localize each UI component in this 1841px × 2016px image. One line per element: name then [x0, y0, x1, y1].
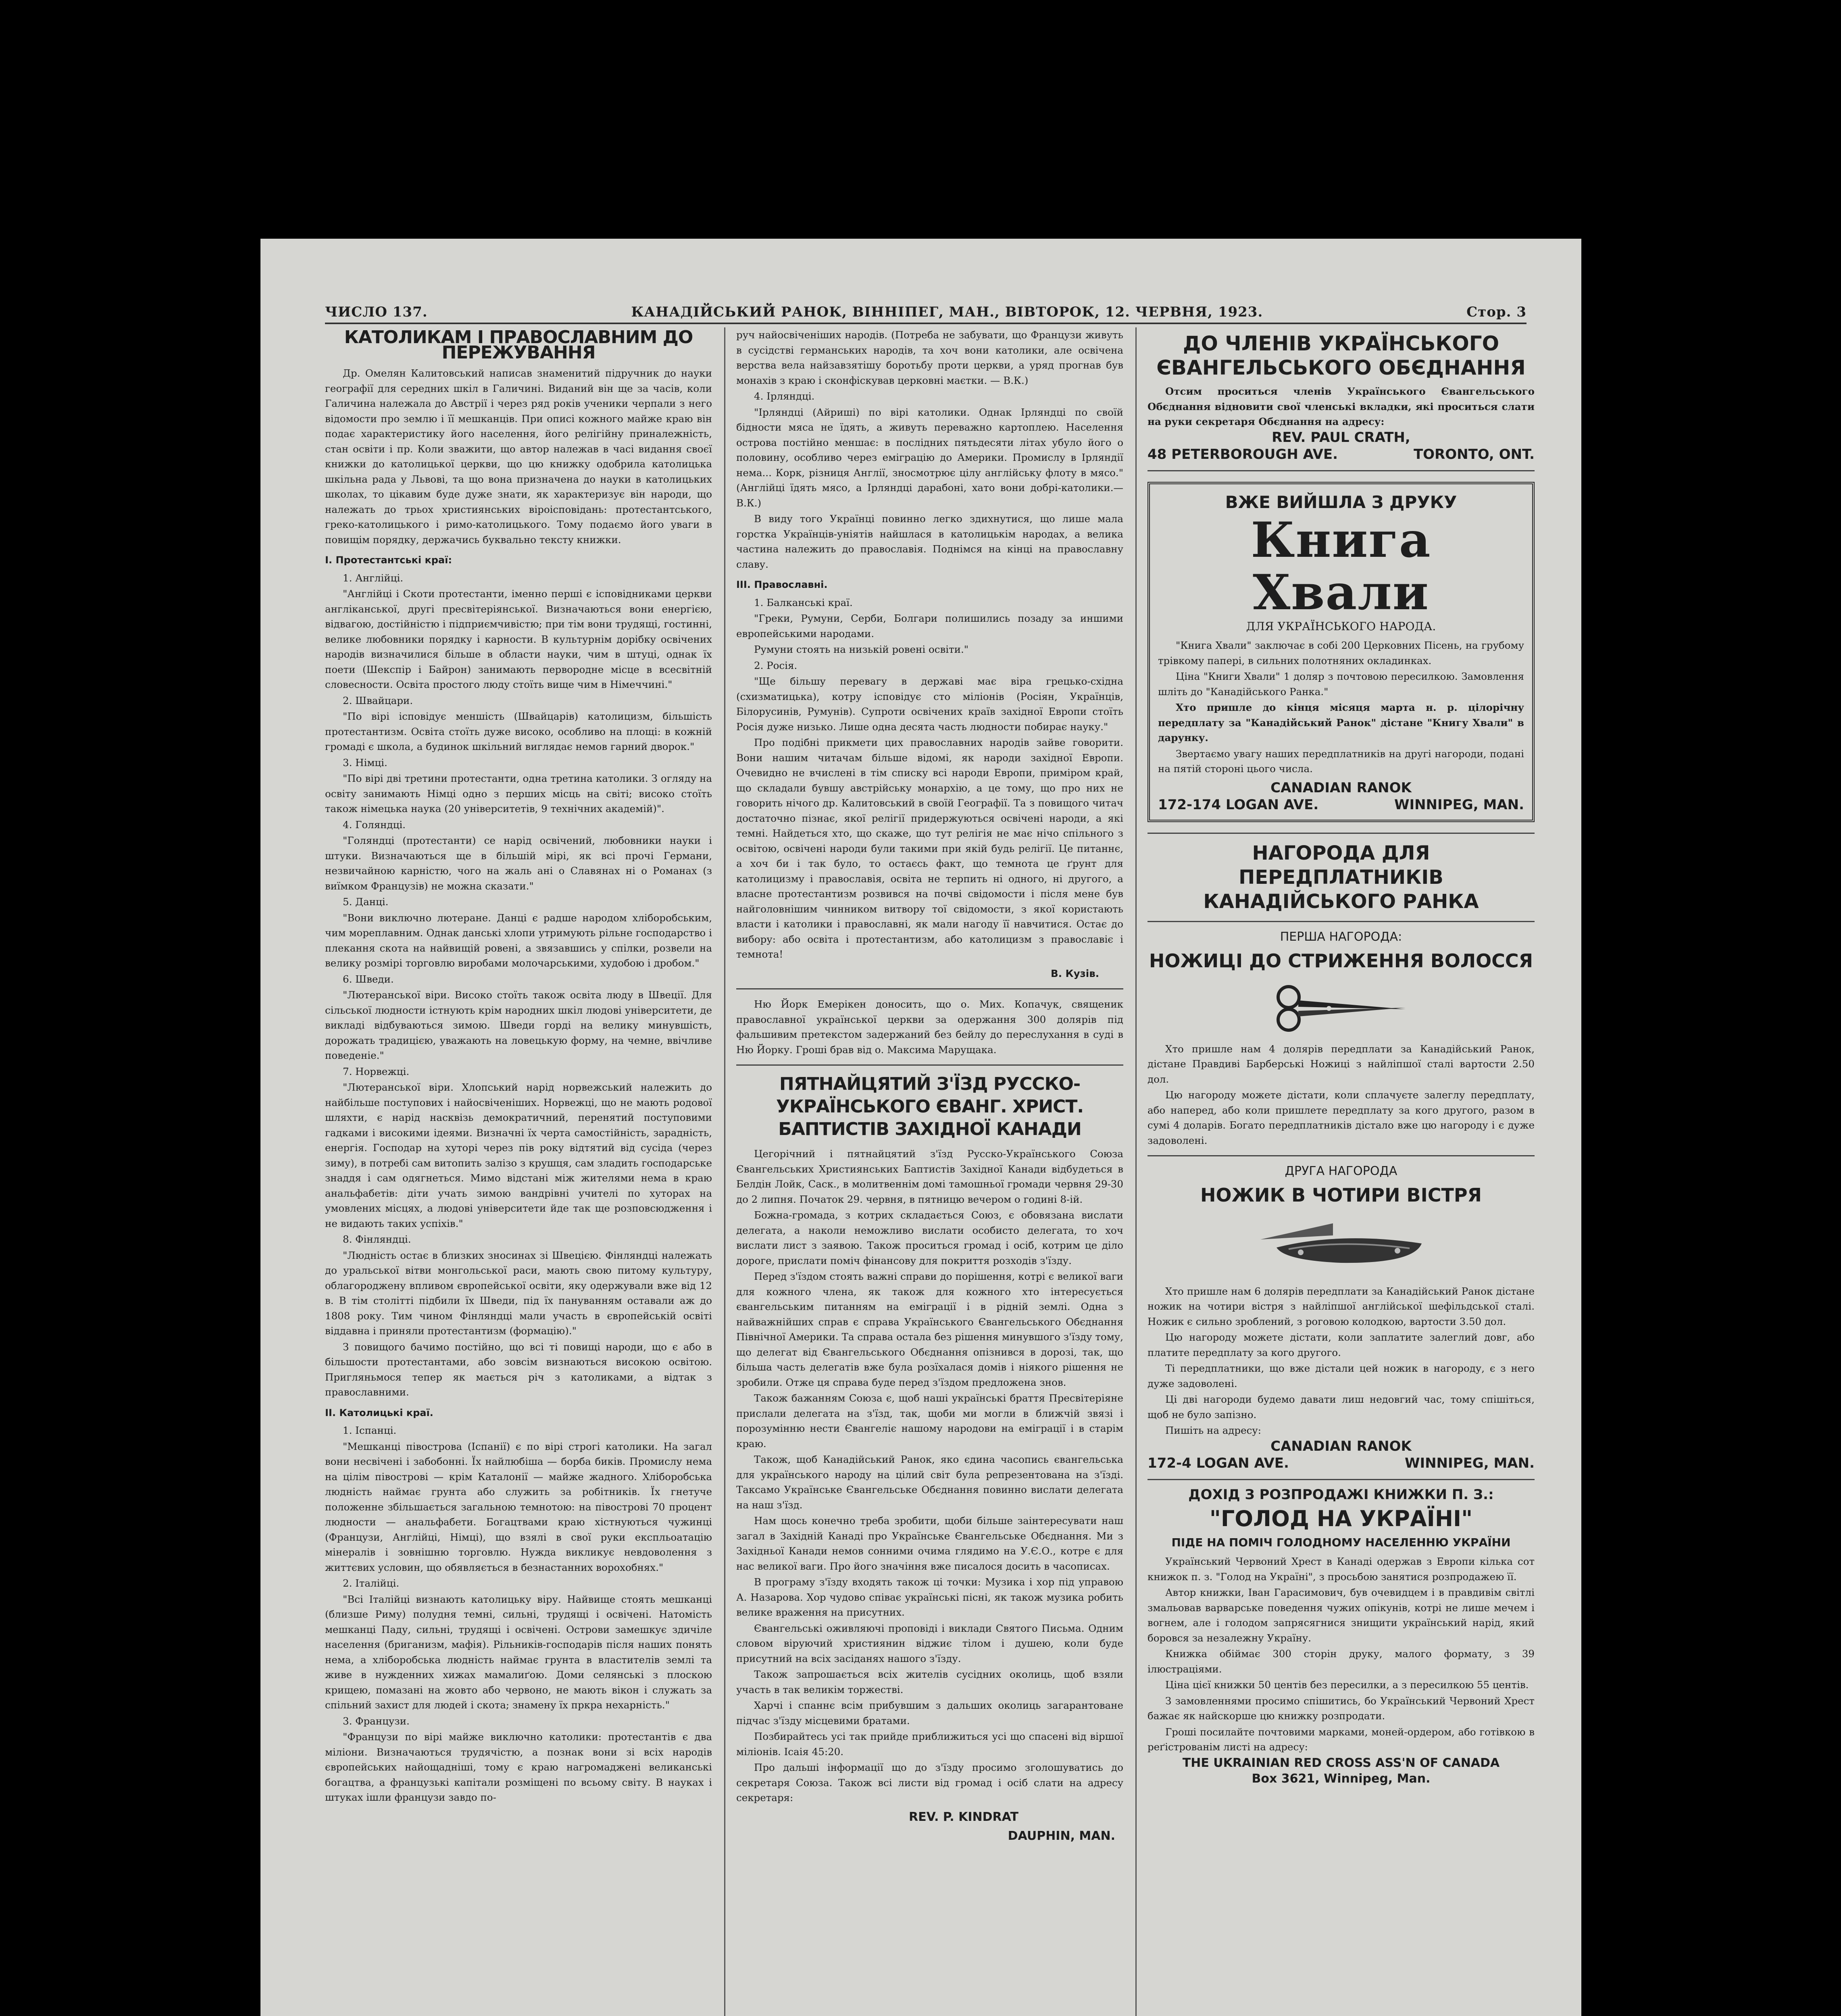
paragraph: Ціна "Книги Хвали" 1 доляр з почтовою пересилкою. Замовлення шліть до "Канадійського Ранка."	[1158, 671, 1524, 698]
paragraph: Пишіть на адресу:	[1165, 1425, 1261, 1436]
section-heading: ІІІ. Православні.	[736, 579, 828, 590]
prize-label: ДРУГА НАГОРОДА	[1285, 1164, 1397, 1178]
paragraph: 4. Голяндці.	[343, 818, 406, 831]
separator	[736, 988, 1123, 989]
publisher-address	[1158, 796, 1524, 813]
city-address: WINNIPEG, MAN.	[1404, 1455, 1535, 1471]
issue-number: ЧИСЛО 137.	[325, 304, 428, 320]
prize-title: НОЖИЦІ ДО СТРИЖЕННЯ ВОЛОССЯ	[1149, 950, 1533, 972]
city-address: TORONTO, ONT.	[1413, 446, 1535, 462]
page-header	[325, 299, 1527, 324]
paragraph: Також, щоб Канадійський Ранок, яко єдина часопись євангельська для українського народу на цілий світ була репрезентована на з'їзді. Таксамо Українське Євангельське Обєднання повинно вислати делегата на наш з'їзд.	[736, 1454, 1123, 1511]
paragraph: З повищого бачимо постійно, що всі ті повищі народи, що є або в більшости протестантами, або зовсім визнаються високою освітою. Пригляньмося тепер як мається річ з католиками, а відтак з православними.	[325, 1341, 712, 1398]
column-1	[325, 327, 712, 2016]
pocket-knife-icon	[1252, 1215, 1430, 1276]
paragraph: 5. Данці.	[343, 896, 389, 908]
paragraph: 1. Іспанці.	[343, 1425, 397, 1436]
paragraph: 8. Фінляндці.	[343, 1233, 411, 1245]
paragraph: 1. Балканські краї.	[754, 596, 853, 608]
paragraph: В виду того Українці повинно легко здихнутися, що лише мала горстка Українців-уніятів найшлася в католицькім народах, а велика частина належить до православія. Поднімся на кінці на православну славу.	[736, 513, 1123, 570]
book-subtitle: ДЛЯ УКРАЇНСЬКОГО НАРОДА.	[1246, 619, 1436, 633]
paragraph: "По вірі ісповідує меншість (Швайцарів) католицизм, більшість протестантизм. Освіта стоїть дуже високо, особливо на площі: в кожній громаді є школа, а будинок шкільний виглядає немов гарний дворок."	[325, 710, 712, 752]
prize-label: ПЕРША НАГОРОДА:	[1280, 930, 1402, 944]
paragraph: "Мешканці півострова (Іспанії) є по вірі строгі католики. На загал вони несвічені і забобонні. Їх найлюбіша — борба биків. Промислу нема на цілім півострові — крім Каталонії — майже жадного. Хліборобська людність наймає грунта або служить за робітників. Їх гнетуче положенне збільшається загальною темнотою: на півострові 70 процент людности — анальфабети. Богацтвами краю хістнуються чужинці (Французи, Англійці, Німці), що взялі в свої руки експльоатацію мінералів і зовнішню торговлю. Нужда викликує невдоволення з життєвих условин, що обявляється в безнастанних ворохобнях."	[325, 1440, 712, 1573]
paragraph: Цю нагороду можете дістати, коли заплатите залеглий довг, або платите передплату за кого другого.	[1148, 1331, 1535, 1358]
paragraph: 4. Ірляндці.	[754, 390, 815, 402]
author-signature: В. Кузів.	[1051, 967, 1099, 979]
separator	[1148, 470, 1535, 471]
paragraph: "Лютеранської віри. Високо стоїть також освіта люду в Швеції. Для сільської людности істнують крім народних шкіл людові університети, де викладі відбуваються зимою. Шведи горді на велику минувшість, дорожать традицією, уважають на ловецькую форму, на чемне, ввічливе поведеніе."	[325, 989, 712, 1061]
paragraph: Цю нагороду можете дістати, коли сплачуєте залеглу передплату, або наперед, або коли пришлете передплату за кого другого, разом в сумі 4 доларів. Богато передплатників дістало вже цю нагороду і є дуже задоволені.	[1148, 1089, 1535, 1146]
author-address: DAUPHIN, MAN.	[1008, 1829, 1115, 1843]
book-title: Книга Хвали	[1251, 511, 1431, 621]
paragraph: 2. Росія.	[754, 659, 798, 671]
paragraph: Харчі і спаннє всім прибувшим з дальших околиць загарантоване підчас з'їзду місцевими братами.	[736, 1699, 1123, 1727]
paragraph: Також запрошається всіх жителів сусідних околиць, щоб взяли участь в так великім торжестві.	[736, 1668, 1123, 1695]
section-subheading: ПІДЕ НА ПОМІЧ ГОЛОДНОМУ НАСЕЛЕННЮ УКРАЇНИ	[1171, 1535, 1511, 1549]
newspaper-page	[260, 239, 1581, 2016]
masthead: КАНАДІЙСЬКИЙ РАНОК, ВІННІПЕГ, МАН., ВІВТОРОК, 12. ЧЕРВНЯ, 1923.	[631, 304, 1263, 320]
paragraph: "По вірі дві третини протестанти, одна третина католики. З огляду на освіту занимають Німці одно з перших місць на світі; високо стоїть також німецька наука (20 університетів, 9 технічних академій)".	[325, 773, 712, 814]
paragraph: руч найосвіченіших народів. (Потреба не забувати, що Французи живуть в сусідстві германських народів, та хоч вони католики, але освічена верства вела найзавзятішу боротьбу проти церкви, а уряд прогнав був монахів з краю і сконфіскував церковні маєтки. — В.К.)	[736, 329, 1123, 386]
organization-address: Box 3621, Winnipeg, Man.	[1252, 1772, 1431, 1786]
paragraph: 3. Французи.	[343, 1715, 410, 1727]
article-headline: ПЯТНАЙЦЯТИЙ З'ЇЗД РУССКО-УКРАЇНСЬКОГО ЄВАНГ. ХРИСТ. БАПТИСТІВ ЗАХІДНОЇ КАНАДИ	[776, 1074, 1084, 1139]
paragraph: Ню Йорк Емерікен доносить, що о. Мих. Копачук, священик православної української церкви за одержання 300 долярів під фальшивим претекстом задержаний без бейлу до переслухання в суді в Ню Йорку. Гроші брав від о. Максима Марущака.	[736, 998, 1123, 1056]
paragraph: Ці дві нагороди будемо давати лиш недовгий час, тому спішіться, щоб не було запізно.	[1148, 1393, 1535, 1420]
paragraph: Хто пришле нам 6 долярів передплати за Канадійський Ранок дістане ножик на чотири вістря з найліпшої англійської шефільдської сталі. Ножик є сильно зроблений, з роговою колодкою, вартости 3.50 дол.	[1148, 1285, 1535, 1327]
paragraph: Отсим проситься членів Українського Євангельського Обєднання відновити свої членські вкладки, які проситься слати на руки секретаря Обєднання на адресу:	[1148, 385, 1535, 427]
separator	[1148, 833, 1535, 834]
paragraph: Звертаємо увагу наших передплатників на другі нагороди, подані на пятій стороні цього числа.	[1158, 748, 1524, 775]
paragraph: Перед з'їздом стоять важні справи до порішення, котрі є великої ваги для кожного члена, як також для кожного хто інтересується євангельським питанням на еміграції і в рідній землі. Одна з найважнійших справ є справа Українського Євангельського Обєднання Північної Америки. Та справа остала без рішення минувшого з'їзду тому, що делегат від Євангельського Обєднання опізнився в дорозі, так, що більша часть делегатів вже була розїхалася домів і ніякого рішення не зробили. Отже ця справа буде перед з'їздом предложена знов.	[736, 1270, 1123, 1388]
paragraph: Гроші посилайте почтовими марками, моней-ордером, або готівкою в реґістрованім листі на адресу:	[1148, 1726, 1535, 1753]
column-2	[736, 327, 1123, 2016]
section-title: НАГОРОДА ДЛЯ ПЕРЕДПЛАТНИКІВ КАНАДІЙСЬКОГО РАНКА	[1203, 842, 1479, 913]
street-address: 48 PETERBOROUGH AVE.	[1148, 446, 1338, 462]
paragraph: Про дальші інформації що до з'їзду просимо зголошуватись до секретаря Союза. Також всі листи від громад і осіб слати на адресу секретаря:	[736, 1762, 1123, 1804]
book-advertisement	[1148, 482, 1535, 822]
paragraph: "Всі Італійці визнають католицьку віру. Найвище стоять мешканці (близше Риму) полудня темні, сильні, трудящі і освічені. Натомість мешканці Паду, сильні, трудящі і освічені. Острови замешкує здичіле населення (бриганизм, мафія). Рільників-господарів після наших понять нема, а хліборобська людність наймає грунта в властителів землі та живе в нужденних хижах мамалиґою. Доми селянські з плоскою крищею, помазані на жовто або червоно, не мають вікон і служать за спільний захист для людей і скота; знамену їх пркра нехарність."	[325, 1593, 712, 1711]
paragraph: Цегорічний і пятнайцятий з'їзд Русско-Українського Союза Євангельських Християнських Баптистів Західної Канади відбудеться в Белдін Лойк, Саск., в молитвеннім домі тамошньої громади червня 29-30 до 2 липня. Початок 29. червня, в пятницю вечером о годині 8-ій.	[736, 1148, 1123, 1205]
author-signature: REV. P. KINDRAT	[909, 1810, 1018, 1824]
paragraph: Ті передплатники, що вже дістали цей ножик в нагороду, є з него дуже задоволені.	[1148, 1362, 1535, 1389]
paragraph: Про подібні прикмети цих православних народів зайве говорити. Вони нашим читачам більше відомі, як народи західної Европи. Очевидно не вчислені в тім списку всі народи Европи, приміром край, що складали бувшу австрійську монархію, а це тому, що про них не говорить нічого др. Калитовський в своїй Географії. Та з повищого читач достаточно пізнає, якої релігії придержуються освічені народи, а які темні. Найдеться хто, що скаже, що тут релігія не має нічо спільного з освітою, освічені народи були такими при якій будь релігії. Це питаннє, а хоч би і так було, то остаєсь факт, що темнота це ґрунт для католицизму і православія, освіта не терпить ні одного, ні другого, а власне протестантизм розвився на почві свідомости і після мене був найголовнішим чинником витвору тої свідомости, з якої користають власти і католики і православні, як мали нагоду її навчитися. Остає до вибору: або освіта і протестантизм, або католицизм з православіє і темнота!	[736, 737, 1123, 960]
section-heading: І. Протестантські краї:	[325, 554, 452, 566]
street-address: 172-174 LOGAN AVE.	[1158, 797, 1319, 813]
paragraph: "Ще більшу перевагу в державі має віра грецько-східна (схизматицька), котру ісповідує сто міліонів (Росіян, Українців, Білорусинів, Румунів). Супроти освічених країв західної Европи стоїть Росія дуже низько. Лише одна десята часть людности побирає науку."	[736, 675, 1123, 733]
scissors-icon	[1268, 981, 1414, 1033]
publisher-address	[1148, 1455, 1535, 1472]
organization-name: THE UKRAINIAN RED CROSS ASS'N OF CANADA	[1182, 1756, 1500, 1770]
book-title: "ГОЛОД НА УКРАЇНІ"	[1209, 1506, 1473, 1531]
page-number: Стор. 3	[1466, 304, 1527, 320]
paragraph: "Французи по вірі майже виключно католики: протестантів є два міліони. Визначаються трудячістю, а познак вони зі всіх народів європейських найощадніші, тому є краю нагромаджені великанські богацтва, а французькі капітали розміщені по всьому світу. В науках і штуках ішли французи завдо по-	[325, 1731, 712, 1803]
paragraph: 6. Шведи.	[343, 973, 394, 985]
paragraph: Румуни стоять на низькій ровені освіти."	[754, 644, 969, 655]
paragraph: "Лютеранської віри. Хлопський нарід норвежський належить до найбільше поступових і найосвіченіших. Норвежці, що не мають родової шляхти, є нарід насквізь демократичний, перенятий поступовими гадками і високими ідеями. Визначні їх черта самостійність, зарадність, енергія. Господар на хуторі через пів року відтятий від сусіда (через зиму), в потребі сам витопить залізо з крушця, сам зладить господарське знаддя і сам одягнеться. Мимо відстані між жителями нема в краю анальфабетів: діти учать зимою вандрівні учителі по хуторах на умовлених місцях, а людові університети йде так ще розповсюдження і не видають таких успіхів."	[325, 1081, 712, 1229]
paragraph: Позбирайтесь усі так прийде приближиться усі що спасені від віршої міліонів. Ісаія 45:20.	[736, 1731, 1123, 1758]
paragraph: "Англійці і Скоти протестанти, іменно перші є ісповідниками церкви англіканської, другі пресвітеріянської. Визначаються вони енергією, відвагою, достійністю і підприємчивістю; при тім вони трудящі, гостинні, велике любовники порядку і карности. В культурнім дорібку освічених народів визначилися більше в области науки, чим в штуці, однак їх поети (Шекспір і Байрон) занимають первородне місце в всесвітній словесности. Освіта простого люду стоїть вище чим в Німеччині."	[325, 588, 712, 690]
contact-address	[1148, 446, 1535, 463]
city-address: WINNIPEG, MAN.	[1394, 797, 1524, 813]
separator	[1148, 1479, 1535, 1480]
section-title: ДО ЧЛЕНІВ УКРАЇНСЬКОГО ЄВАНГЕЛЬСЬКОГО ОБЄДНАННЯ	[1156, 332, 1526, 379]
section-heading: ДОХІД З РОЗПРОДАЖІ КНИЖКИ П. З.:	[1188, 1487, 1494, 1503]
separator	[1148, 921, 1535, 922]
paragraph: Також бажанням Союза є, щоб наші українські браття Пресвітеріяне прислали делегата на з'їзд, так, щоби ми могли в ближчій звязі і порозумінню нести Євангеліє нашому народови на еміграції і в старім краю.	[736, 1392, 1123, 1450]
paragraph: В програму з'їзду входять також ці точки: Музика і хор під управою А. Назарова. Хор чудово співає українські пісні, як також музика робить велике враження на присутних.	[736, 1576, 1123, 1618]
section-heading: ІІ. Католицькі краї.	[325, 1407, 433, 1418]
separator	[736, 1064, 1123, 1066]
paragraph: "Вони виключно лютеране. Данці є радше народом хліборобським, чим мореплавним. Однак данські хлопи утримують рільне господарство і плекання скота на найвищій ровені, а звязавшись у спілки, розвели на велику розмірі торговлю виробами молочарськими, худобою і дробом."	[325, 912, 712, 969]
paragraph: "Голяндці (протестанти) се нарід освічений, любовники науки і штуки. Визначаються ще в більшій мірі, як всі прочі Германи, незвичайною карністю, чого на жаль ані о Славянах ні о Романах (з виїмком Французів) не можна сказати."	[325, 835, 712, 892]
column-divider	[1135, 327, 1137, 2016]
paragraph: "Книга Хвали" заключає в собі 200 Церковних Пісень, на грубому трівкому папері, в сильних полотняних окладинках.	[1158, 639, 1524, 666]
article-headline: КАТОЛИКАМ І ПРАВОСЛАВНИМ ДО ПЕРЕЖУВАННЯ	[344, 327, 693, 363]
ad-top-line: ВЖЕ ВИЙШЛА З ДРУКУ	[1225, 492, 1457, 512]
paragraph: Ціна цієї книжки 50 центів без пересилки, а з пересилкою 55 центів.	[1165, 1679, 1529, 1691]
paragraph: Український Червоний Хрест в Канаді одержав з Европи кілька сот книжок п. з. "Голод на Україні", з просьбою занятися розпродажею її.	[1148, 1556, 1535, 1583]
publisher-name: CANADIAN RANOK	[1270, 779, 1412, 796]
paragraph: 2. Італійці.	[343, 1577, 400, 1589]
paragraph: Автор книжки, Іван Гарасимович, був очевидцем і в правдивім світлі змальовав варварське поведення чужих опікунів, котрі не лише мечем і вогнем, але і голодом запрясягнися знищити український нарід, який боровся за незалежну Україну.	[1148, 1587, 1535, 1644]
paragraph: "Ірляндці (Айриші) по вірі католики. Однак Ірляндці по своїй бідности мяса не їдять, а живуть переважно картоплею. Населення острова постійно меншає: в послідних пятьдесяти літах убуло його о половину, особливо через еміграцію до Америки. Промислу в Ірляндії нема... Корк, різниця Англії, зносмотрює цілу англійську флоту в мясо." (Англійці їдять мясо, а Ірляндці дарабоні, хато вони добрі-католики.—В.К.)	[736, 406, 1123, 509]
publisher-name: CANADIAN RANOK	[1270, 1438, 1412, 1454]
paragraph: "Людність остає в близких зносинах зі Швецією. Фінляндці належать до уральської вітви монгольської раси, мають свою питому культуру, облагороджену впливом європейської освіти, яку одержували вже від 12 в. В тім столітті підбили їх Шведи, під їх пануванням оставали аж до 1808 року. Тим чином Фінляндці мали участь в європейській освіті віддавна і приняли протестантизм (формацію)."	[325, 1249, 712, 1337]
paragraph: Нам щось конечно треба зробити, щоби більше заінтересувати наш загал в Західній Канаді про Українське Євангельське Обєднання. Ми з Західньої Канади немов сонними очима глядимо на У.Є.О., котре є для нас великої ваги. Про його значіння вже писалося досить в часописах.	[736, 1515, 1123, 1572]
column-divider	[724, 327, 725, 2016]
paragraph: 3. Німці.	[343, 756, 387, 768]
paragraph: 7. Норвежці.	[343, 1065, 410, 1077]
street-address: 172-4 LOGAN AVE.	[1148, 1455, 1289, 1471]
paragraph: Євангельські оживляючі проповіді і виклади Святого Письма. Одним словом віруючий християнин віджиє тілом і душею, коли буде присутний на всіх засіданях нашого з'їзду.	[736, 1622, 1123, 1664]
paragraph: "Греки, Румуни, Серби, Болгари полишились позаду за иншими европейськими народами.	[736, 612, 1123, 639]
column-3	[1148, 327, 1535, 2016]
paragraph: Хто пришле до кінця місяця марта н. р. цілорічну передплату за "Канадійський Ранок" дістане "Книгу Хвали" в дарунку.	[1158, 702, 1524, 744]
paragraph: Др. Омелян Калитовський написав знаменитий підручник до науки географії для середних шкіл в Галичині. Виданий він ще за часів, коли Галичина належала до Австрії і через ряд років ученики черпали з него відомости про землю і її мешканців. При описі кожного майже краю він подає характеристику його населення, його релігійну приналежність, стан освіти і пр. Коли зважити, що автор належав в часі видання своєї книжки до католицької церкви, що цю книжку одобрила католицька шкільна рада у Львові, та що вона призначена до науки в католицьких школах, то цікавим буде дуже знати, як характеризує він народи, що належать до трьох християнських віроісповідань: протестантського, греко-католицького і римо-католицького. Тому подаємо його уваги в повищім порядку, держачись буквально тексту книжки.	[325, 367, 712, 546]
paragraph: Божна-громада, з котрих складається Союз, є обовязана вислати делегата, а наколи неможливо вислати особисто делегата, то хоч вислати лист з заявою. Також проситься громад і осіб, котрим це діло дороге, прислати поміч фінансову для покриття розходів з'їзду.	[736, 1209, 1123, 1266]
paragraph: 2. Швайцари.	[343, 694, 413, 706]
paragraph: Хто пришле нам 4 долярів передплати за Канадійський Ранок, дістане Правдиві Барберські Ножиці з найліпшої сталі вартости 2.50 дол.	[1148, 1043, 1535, 1085]
contact-name: REV. PAUL CRATH,	[1272, 429, 1410, 446]
paragraph: З замовленнями просимо спішитись, бо Український Червоний Хрест бажає як найскорше цю книжку розпродати.	[1148, 1695, 1535, 1722]
prize-title: НОЖИК В ЧОТИРИ ВІСТРЯ	[1200, 1184, 1482, 1206]
paragraph: Книжка обіймає 300 сторін друку, малого формату, з 39 ілюстраціями.	[1148, 1648, 1535, 1675]
paragraph: 1. Англійці.	[343, 572, 403, 584]
separator	[1148, 1155, 1535, 1156]
